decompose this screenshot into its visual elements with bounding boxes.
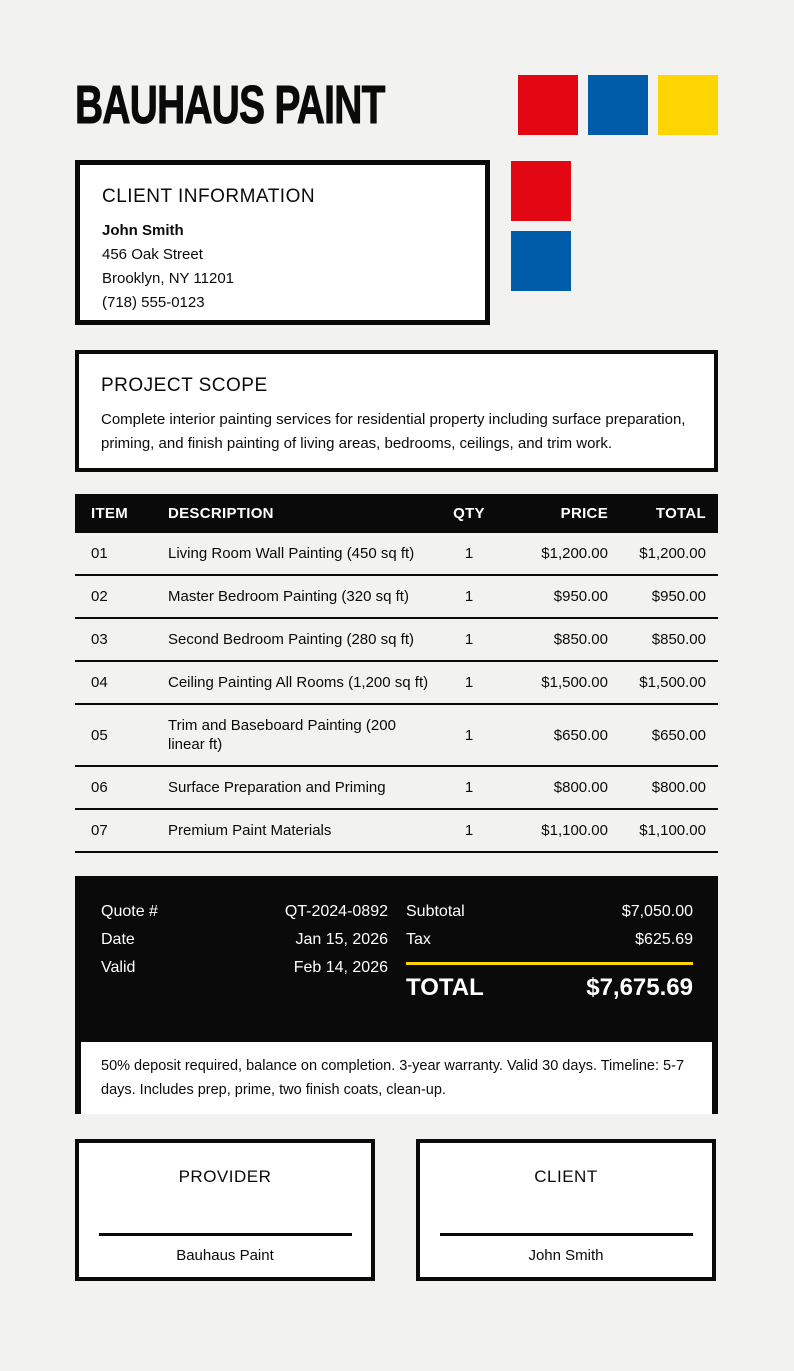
client-info-heading: CLIENT INFORMATION — [102, 186, 316, 207]
client-section — [75, 160, 718, 325]
blue-square — [511, 231, 571, 291]
column-header-total: TOTAL — [608, 494, 718, 533]
client-address-line1: 456 Oak Street — [102, 246, 203, 263]
column-header-description: DESCRIPTION — [168, 494, 438, 533]
grand-total-label: TOTAL — [406, 974, 484, 1001]
items-table — [75, 494, 718, 853]
item-description: Surface Preparation and Priming — [168, 766, 438, 809]
red-square — [518, 75, 578, 135]
table-row — [75, 575, 718, 618]
item-price: $850.00 — [500, 618, 608, 661]
items-table-header — [75, 494, 718, 533]
summary-grid — [75, 876, 718, 1042]
terms-box — [81, 1042, 712, 1114]
tax-label: Tax — [406, 931, 431, 948]
item-price: $1,500.00 — [500, 661, 608, 704]
provider-signature-box — [75, 1139, 375, 1281]
item-description: Premium Paint Materials — [168, 809, 438, 852]
document-header — [75, 75, 718, 135]
tax-value: $625.69 — [635, 931, 693, 948]
item-description: Master Bedroom Painting (320 sq ft) — [168, 575, 438, 618]
item-total: $650.00 — [608, 704, 718, 766]
client-phone: (718) 555-0123 — [102, 294, 205, 311]
project-scope-box — [75, 350, 718, 472]
quote-meta-column — [101, 898, 388, 1042]
client-color-swatches — [511, 161, 571, 325]
item-price: $1,100.00 — [500, 809, 608, 852]
provider-heading: PROVIDER — [178, 1167, 272, 1186]
quote-number-value: QT-2024-0892 — [284, 903, 388, 920]
totals-column — [406, 898, 693, 1042]
item-total: $1,500.00 — [608, 661, 718, 704]
item-number: 07 — [75, 809, 168, 852]
item-price: $650.00 — [500, 704, 608, 766]
item-qty: 1 — [438, 618, 500, 661]
terms-text: 50% deposit required, balance on completion. 3-year warranty. Valid 30 days. Timeline: 5-7 days. Includes prep, prime, two finish coats, clean-up. — [101, 1058, 685, 1098]
client-info-box — [75, 160, 490, 325]
item-total: $850.00 — [608, 618, 718, 661]
client-name: John Smith — [102, 222, 184, 239]
item-description: Living Room Wall Painting (450 sq ft) — [168, 533, 438, 575]
item-total: $1,100.00 — [608, 809, 718, 852]
item-total: $1,200.00 — [608, 533, 718, 575]
client-signature-name: John Smith — [528, 1247, 604, 1264]
table-row — [75, 533, 718, 575]
subtotal-value: $7,050.00 — [621, 903, 693, 920]
provider-name: Bauhaus Paint — [176, 1247, 274, 1264]
column-header-qty: QTY — [438, 494, 500, 533]
quote-valid-value: Feb 14, 2026 — [293, 959, 388, 976]
item-number: 01 — [75, 533, 168, 575]
table-row — [75, 809, 718, 852]
item-qty: 1 — [438, 533, 500, 575]
item-qty: 1 — [438, 704, 500, 766]
item-number: 06 — [75, 766, 168, 809]
item-total: $950.00 — [608, 575, 718, 618]
item-qty: 1 — [438, 809, 500, 852]
item-description: Second Bedroom Painting (280 sq ft) — [168, 618, 438, 661]
quote-date-label: Date — [101, 931, 135, 948]
item-total: $800.00 — [608, 766, 718, 809]
item-number: 02 — [75, 575, 168, 618]
client-signature-box — [416, 1139, 716, 1281]
column-header-item: ITEM — [75, 494, 168, 533]
item-price: $1,200.00 — [500, 533, 608, 575]
brand-title: BAUHAUS PAINT — [75, 75, 385, 135]
item-qty: 1 — [438, 766, 500, 809]
item-number: 04 — [75, 661, 168, 704]
project-scope-text: Complete interior painting services for residential property including surface preparation, priming, and finish painting of living areas, bedrooms, ceilings, and trim work. — [101, 411, 686, 452]
project-scope-heading: PROJECT SCOPE — [101, 375, 268, 396]
client-address-line2: Brooklyn, NY 11201 — [102, 270, 235, 287]
client-signature-line — [440, 1233, 693, 1236]
item-qty: 1 — [438, 575, 500, 618]
item-qty: 1 — [438, 661, 500, 704]
quote-summary-box — [75, 876, 718, 1114]
item-description: Trim and Baseboard Painting (200 linear ft) — [168, 704, 438, 766]
signature-section — [75, 1139, 718, 1281]
client-heading: CLIENT — [534, 1167, 598, 1186]
quote-number-label: Quote # — [101, 903, 158, 920]
item-number: 03 — [75, 618, 168, 661]
column-header-price: PRICE — [500, 494, 608, 533]
provider-signature-line — [99, 1233, 352, 1236]
item-number: 05 — [75, 704, 168, 766]
item-description: Ceiling Painting All Rooms (1,200 sq ft) — [168, 661, 438, 704]
table-row — [75, 661, 718, 704]
grand-total-value: $7,675.69 — [586, 974, 693, 1001]
item-price: $950.00 — [500, 575, 608, 618]
quote-valid-label: Valid — [101, 959, 136, 976]
brand-color-swatches — [518, 75, 718, 135]
subtotal-label: Subtotal — [406, 903, 465, 920]
red-square — [511, 161, 571, 221]
table-row — [75, 766, 718, 809]
quote-date-value: Jan 15, 2026 — [295, 931, 388, 948]
table-row — [75, 618, 718, 661]
table-row — [75, 704, 718, 766]
yellow-divider — [406, 962, 693, 965]
yellow-square — [658, 75, 718, 135]
item-price: $800.00 — [500, 766, 608, 809]
blue-square — [588, 75, 648, 135]
